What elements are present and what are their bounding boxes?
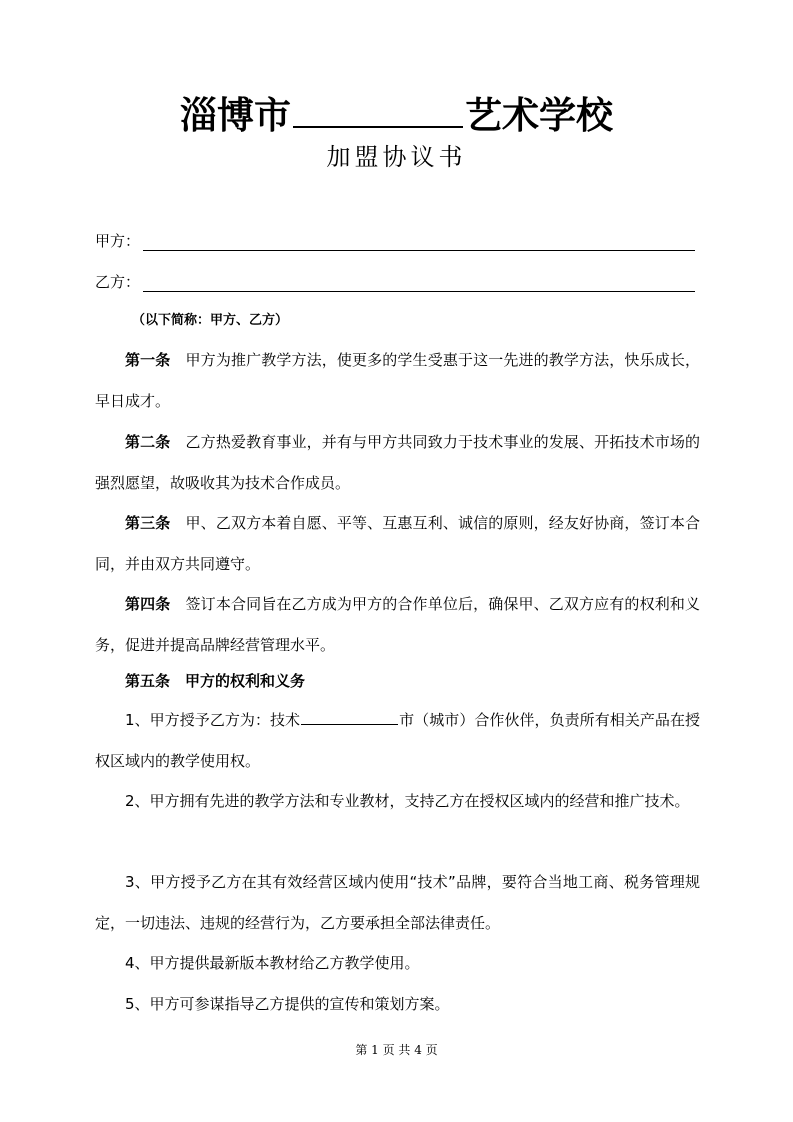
- party-a-fill-line: [143, 250, 695, 251]
- article-1: [95, 340, 700, 422]
- title-city: 淄博市: [180, 94, 291, 137]
- article-5-item-5: 5、甲方可参谋指导乙方提供的宣传和策划方案。: [125, 995, 450, 1013]
- article-4: [95, 584, 700, 666]
- article-3: [95, 503, 700, 585]
- article-2: [95, 422, 700, 504]
- article-5-item-4: 4、甲方提供最新版本教材给乙方教学使用。: [125, 954, 420, 972]
- party-b-label: 乙方：: [95, 273, 141, 291]
- article-4-text: 签订本合同旨在乙方成为甲方的合作单位后，确保甲、乙双方应有的权利和义务，促进并提高品牌经营管理水平。: [95, 595, 700, 654]
- item-1-text-before: 1、甲方授予乙方为：技术: [125, 711, 301, 729]
- item-1-text-after: 市（城市）合作伙伴，负责所有相关产品在授权区域内的教学使用权。: [95, 711, 700, 770]
- article-5-heading: 第五条 甲方的权利和义务: [125, 672, 306, 690]
- city-fill-line: [301, 710, 398, 725]
- article-5-item-1: [95, 700, 700, 782]
- abbreviation-note: （以下简称：甲方、乙方）: [132, 313, 289, 328]
- party-b-fill-line: [143, 291, 695, 292]
- document-title: [0, 92, 793, 139]
- article-3-label: 第三条: [125, 514, 171, 532]
- document-subtitle: 加盟协议书: [326, 143, 467, 171]
- party-a-row: [95, 229, 695, 253]
- article-1-label: 第一条: [125, 351, 171, 369]
- page-footer: 第 1 页 共 4 页: [355, 1043, 438, 1057]
- article-1-text: 甲方为推广教学方法，使更多的学生受惠于这一先进的教学方法，快乐成长，早日成才。: [95, 351, 700, 410]
- article-3-text: 甲、乙双方本着自愿、平等、互惠互利、诚信的原则，经友好协商，签订本合同，并由双方共同遵守。: [95, 514, 700, 573]
- party-a-label: 甲方：: [95, 232, 141, 250]
- article-4-label: 第四条: [125, 595, 171, 613]
- party-b-row: [95, 270, 695, 294]
- article-2-label: 第二条: [125, 433, 171, 451]
- article-5-item-3: 3、甲方授予乙方在其有效经营区域内使用“技术”品牌，要符合当地工商、税务管理规定，一切违法、违规的经营行为，乙方要承担全部法律责任。: [95, 873, 700, 932]
- title-school: 艺术学校: [465, 94, 613, 137]
- article-2-text: 乙方热爱教育事业，并有与甲方共同致力于技术事业的发展、开拓技术市场的强烈愿望，故吸收其为技术合作成员。: [95, 433, 700, 492]
- article-5-item-2: 2、甲方拥有先进的教学方法和专业教材，支持乙方在授权区域内的经营和推广技术。: [125, 792, 690, 810]
- title-blank-line: [293, 92, 463, 128]
